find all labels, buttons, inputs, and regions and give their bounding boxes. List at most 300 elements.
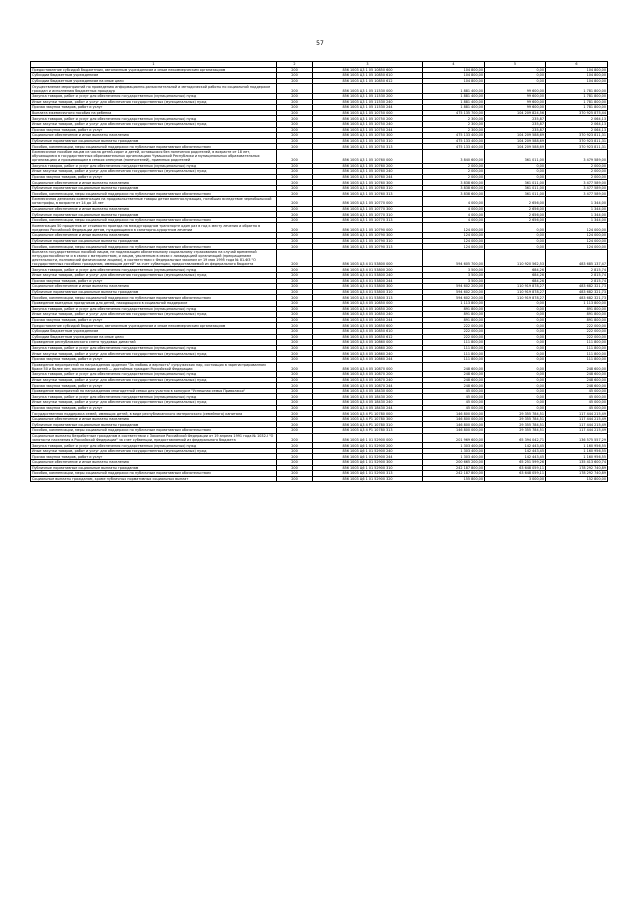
row-unexecuted-amount-cell: 124 000,00 bbox=[546, 233, 608, 239]
row-name-cell: Субсидии бюджетным учреждениям на иные цели bbox=[31, 78, 277, 84]
row-unexecuted-amount-cell: 1 160 956,55 bbox=[546, 454, 608, 460]
row-unexecuted-amount-cell: 483 682 321,73 bbox=[546, 295, 608, 301]
row-executed-amount-cell: 0,00 bbox=[485, 306, 546, 312]
row-admin-code-cell: 200 bbox=[277, 377, 313, 383]
row-executed-amount-cell: 142 443,45 bbox=[485, 443, 546, 449]
row-admin-code-cell: 200 bbox=[277, 206, 313, 212]
row-unexecuted-amount-cell: 104 800,00 bbox=[546, 78, 608, 84]
row-budget-code-cell: 856 1003 Ц3 1 05 10770 313 bbox=[313, 217, 423, 223]
row-admin-code-cell: 200 bbox=[277, 345, 313, 351]
row-executed-amount-cell: 0,00 bbox=[485, 394, 546, 400]
row-unexecuted-amount-cell: 2 815,74 bbox=[546, 273, 608, 279]
row-name-cell: Ежемесячное пособие лицам из числа детей-сирот и детей, оставшихся без попечения родителей, в возрасте от 18 лет, обучающимся в государственных образовательных организациях Чувашской Республики и муниципальных образовательных организациях и проживающим в семьях опекунов (попечителей), приемных родителей bbox=[31, 149, 277, 163]
row-approved-amount-cell: 3 840 600,00 bbox=[423, 149, 485, 163]
row-unexecuted-amount-cell: 45 000,00 bbox=[546, 400, 608, 406]
row-unexecuted-amount-cell: 111 800,00 bbox=[546, 340, 608, 346]
row-approved-amount-cell: 222 000,00 bbox=[423, 328, 485, 334]
row-budget-code-cell: 856 1003 Ц6 1 01 52900 300 bbox=[313, 460, 423, 466]
row-name-cell: Социальное обеспечение и иные выплаты населению bbox=[31, 180, 277, 186]
row-name-cell: Закупка товаров, работ и услуг для обеспечения государственных (муниципальных) нужд bbox=[31, 345, 277, 351]
row-unexecuted-amount-cell: 1 344,00 bbox=[546, 206, 608, 212]
row-approved-amount-cell: 111 800,00 bbox=[423, 340, 485, 346]
row-executed-amount-cell: 104 209 824,56 bbox=[485, 110, 546, 116]
row-name-cell: Выплата ежемесячного пособия на ребенка bbox=[31, 110, 277, 116]
column-number: 2 bbox=[277, 62, 313, 68]
row-executed-amount-cell: 0,00 bbox=[485, 169, 546, 175]
row-executed-amount-cell: 2 656,00 bbox=[485, 197, 546, 207]
row-approved-amount-cell: 1 881 400,00 bbox=[423, 105, 485, 111]
row-budget-code-cell: 856 1003 Ц3 4 05 18430 000 bbox=[313, 388, 423, 394]
table-row bbox=[31, 223, 608, 233]
row-budget-code-cell: 856 1003 Ц3 4 05 10860 240 bbox=[313, 351, 423, 357]
row-budget-code-cell: 856 1003 Ц3 1 05 10750 244 bbox=[313, 127, 423, 133]
row-executed-amount-cell: 110 920 562,53 bbox=[485, 249, 546, 267]
row-approved-amount-cell: 4 000,00 bbox=[423, 197, 485, 207]
row-approved-amount-cell: 4 000,00 bbox=[423, 206, 485, 212]
row-admin-code-cell: 200 bbox=[277, 394, 313, 400]
row-admin-code-cell: 200 bbox=[277, 416, 313, 422]
row-name-cell: Прочая закупка товаров, работ и услуг bbox=[31, 454, 277, 460]
row-budget-code-cell: 856 1003 Ц3 1 05 10760 300 bbox=[313, 180, 423, 186]
row-executed-amount-cell: 2 656,00 bbox=[485, 206, 546, 212]
row-approved-amount-cell: 2 300,00 bbox=[423, 121, 485, 127]
row-budget-code-cell: 856 1003 Ц6 1 01 52900 310 bbox=[313, 465, 423, 471]
row-approved-amount-cell: 2 000,00 bbox=[423, 169, 485, 175]
row-name-cell: Социальное обеспечение и иные выплаты населению bbox=[31, 233, 277, 239]
row-name-cell: Закупка товаров, работ и услуг для обеспечения государственных (муниципальных) нужд bbox=[31, 267, 277, 273]
row-admin-code-cell: 200 bbox=[277, 185, 313, 191]
row-name-cell: Иные закупки товаров, работ и услуг для обеспечения государственных (муниципальных) нужд bbox=[31, 99, 277, 105]
row-unexecuted-amount-cell: 3 479 589,00 bbox=[546, 149, 608, 163]
row-budget-code-cell: 856 1003 Ц3 4 05 10850 600 bbox=[313, 323, 423, 329]
row-approved-amount-cell: 3 500,00 bbox=[423, 273, 485, 279]
row-approved-amount-cell: 594 602 200,00 bbox=[423, 284, 485, 290]
row-unexecuted-amount-cell: 124 000,00 bbox=[546, 238, 608, 244]
row-budget-code-cell: 856 1003 Ц3 4 P1 10780 310 bbox=[313, 422, 423, 428]
row-unexecuted-amount-cell: 891 800,00 bbox=[546, 317, 608, 323]
row-name-cell: Закупка товаров, работ и услуг для обеспечения государственных (муниципальных) нужд bbox=[31, 372, 277, 378]
row-admin-code-cell: 200 bbox=[277, 351, 313, 357]
row-unexecuted-amount-cell: 1 113 800,00 bbox=[546, 300, 608, 306]
row-name-cell: Закупка товаров, работ и услуг для обеспечения государственных (муниципальных) нужд bbox=[31, 116, 277, 122]
table-body bbox=[31, 67, 608, 482]
row-admin-code-cell: 200 bbox=[277, 405, 313, 411]
row-name-cell: Публичные нормативные социальные выплаты гражданам bbox=[31, 212, 277, 218]
row-executed-amount-cell: 99 600,00 bbox=[485, 93, 546, 99]
row-executed-amount-cell: 142 443,45 bbox=[485, 448, 546, 454]
row-budget-code-cell: 856 1003 Ц3 4 05 18430 200 bbox=[313, 394, 423, 400]
row-approved-amount-cell: 248 600,00 bbox=[423, 377, 485, 383]
row-approved-amount-cell: 155 800,00 bbox=[423, 476, 485, 482]
row-admin-code-cell: 200 bbox=[277, 476, 313, 482]
row-name-cell: Иные закупки товаров, работ и услуг для обеспечения государственных (муниципальных) нужд bbox=[31, 448, 277, 454]
row-approved-amount-cell: 201 969 600,00 bbox=[423, 433, 485, 443]
row-budget-code-cell: 856 1003 Ц3 1 05 10770 300 bbox=[313, 206, 423, 212]
row-unexecuted-amount-cell: 2 000,00 bbox=[546, 174, 608, 180]
row-name-cell: Пособия, компенсации, меры социальной поддержки по публичным нормативным обязательствам bbox=[31, 244, 277, 250]
row-budget-code-cell: 856 1003 Ц3 1 05 10750 310 bbox=[313, 138, 423, 144]
row-approved-amount-cell: 1 881 400,00 bbox=[423, 99, 485, 105]
row-admin-code-cell: 200 bbox=[277, 197, 313, 207]
row-executed-amount-cell: 235,87 bbox=[485, 127, 546, 133]
row-executed-amount-cell: 0,00 bbox=[485, 163, 546, 169]
row-admin-code-cell: 200 bbox=[277, 428, 313, 434]
row-unexecuted-amount-cell: 136 575 557,29 bbox=[546, 433, 608, 443]
row-executed-amount-cell: 0,00 bbox=[485, 356, 546, 362]
row-unexecuted-amount-cell: 891 800,00 bbox=[546, 306, 608, 312]
row-executed-amount-cell: 142 443,45 bbox=[485, 454, 546, 460]
row-admin-code-cell: 200 bbox=[277, 372, 313, 378]
row-admin-code-cell: 200 bbox=[277, 233, 313, 239]
row-name-cell: Публичные нормативные социальные выплаты гражданам bbox=[31, 238, 277, 244]
row-name-cell: Пособия, компенсации, меры социальной поддержки по публичным нормативным обязательствам bbox=[31, 295, 277, 301]
row-budget-code-cell: 856 1003 Ц3 1 05 10850 610 bbox=[313, 73, 423, 79]
row-budget-code-cell: 856 1003 Ц3 4 05 18430 244 bbox=[313, 405, 423, 411]
row-admin-code-cell: 200 bbox=[277, 278, 313, 284]
row-name-cell: Прочая закупка товаров, работ и услуг bbox=[31, 383, 277, 389]
column-number: 5 bbox=[485, 62, 546, 68]
row-budget-code-cell: 856 1003 Ц3 1 05 10790 300 bbox=[313, 233, 423, 239]
row-name-cell: Ежемесячная денежная компенсация на продовольственные товары детям военнослужащих, погибших вследствие чернобыльской катастрофы, в возрасте от 14 до 18 лет bbox=[31, 197, 277, 207]
row-name-cell: Закупка товаров, работ и услуг для обеспечения государственных (муниципальных) нужд bbox=[31, 394, 277, 400]
row-executed-amount-cell: 0,00 bbox=[485, 334, 546, 340]
row-approved-amount-cell: 475 133 400,00 bbox=[423, 138, 485, 144]
row-approved-amount-cell: 475 133 400,00 bbox=[423, 133, 485, 139]
row-unexecuted-amount-cell: 248 600,00 bbox=[546, 362, 608, 372]
row-approved-amount-cell: 2 300,00 bbox=[423, 127, 485, 133]
row-executed-amount-cell: 0,00 bbox=[485, 388, 546, 394]
row-name-cell: Закупка товаров, работ и услуг для обеспечения государственных (муниципальных) нужд bbox=[31, 443, 277, 449]
row-executed-amount-cell: 104 209 588,69 bbox=[485, 138, 546, 144]
row-name-cell: Проведение республиканского слета трудовых династий bbox=[31, 340, 277, 346]
row-admin-code-cell: 200 bbox=[277, 121, 313, 127]
row-executed-amount-cell: 0,00 bbox=[485, 223, 546, 233]
row-budget-code-cell: 856 1003 Ц3 1 05 10790 000 bbox=[313, 223, 423, 233]
row-name-cell: Социальные выплаты гражданам, кроме публичных нормативных социальных выплат bbox=[31, 476, 277, 482]
row-admin-code-cell: 200 bbox=[277, 127, 313, 133]
row-budget-code-cell: 856 1003 Ц3 1 05 10750 300 bbox=[313, 133, 423, 139]
row-name-cell: Пособия, компенсации, меры социальной поддержки по публичным нормативным обязательствам bbox=[31, 471, 277, 477]
row-unexecuted-amount-cell: 2 064,13 bbox=[546, 121, 608, 127]
row-executed-amount-cell: 684,26 bbox=[485, 273, 546, 279]
row-unexecuted-amount-cell: 483 685 137,47 bbox=[546, 249, 608, 267]
row-admin-code-cell: 200 bbox=[277, 149, 313, 163]
row-name-cell: Иные закупки товаров, работ и услуг для обеспечения государственных (муниципальных) нужд bbox=[31, 169, 277, 175]
row-executed-amount-cell: 63 648 059,11 bbox=[485, 471, 546, 477]
row-executed-amount-cell: 361 011,00 bbox=[485, 180, 546, 186]
row-approved-amount-cell: 146 800 000,00 bbox=[423, 422, 485, 428]
row-executed-amount-cell: 684,26 bbox=[485, 267, 546, 273]
table-row bbox=[31, 476, 608, 482]
row-admin-code-cell: 200 bbox=[277, 174, 313, 180]
row-approved-amount-cell: 3 500,00 bbox=[423, 267, 485, 273]
row-unexecuted-amount-cell: 117 444 215,49 bbox=[546, 428, 608, 434]
row-executed-amount-cell: 0,00 bbox=[485, 400, 546, 406]
row-admin-code-cell: 200 bbox=[277, 144, 313, 150]
row-budget-code-cell: 856 1003 Ц3 4 05 10850 000 bbox=[313, 300, 423, 306]
row-budget-code-cell: 856 1003 Ц6 1 01 52900 313 bbox=[313, 471, 423, 477]
row-executed-amount-cell: 29 355 784,51 bbox=[485, 416, 546, 422]
row-executed-amount-cell: 0,00 bbox=[485, 78, 546, 84]
row-approved-amount-cell: 475 135 700,00 bbox=[423, 110, 485, 116]
table-row bbox=[31, 362, 608, 372]
row-budget-code-cell: 856 1003 Ц3 1 05 10760 000 bbox=[313, 149, 423, 163]
row-executed-amount-cell: 3 000,00 bbox=[485, 476, 546, 482]
row-admin-code-cell: 200 bbox=[277, 138, 313, 144]
row-budget-code-cell: 856 1003 Ц3 4 01 53800 244 bbox=[313, 278, 423, 284]
row-name-cell: Публичные нормативные социальные выплаты гражданам bbox=[31, 422, 277, 428]
row-unexecuted-amount-cell: 178 292 740,89 bbox=[546, 465, 608, 471]
row-budget-code-cell: 856 1003 Ц3 4 05 10870 200 bbox=[313, 372, 423, 378]
row-unexecuted-amount-cell: 2 815,74 bbox=[546, 267, 608, 273]
row-approved-amount-cell: 104 800,00 bbox=[423, 73, 485, 79]
budget-execution-table bbox=[30, 61, 608, 482]
row-executed-amount-cell: 0,00 bbox=[485, 383, 546, 389]
row-admin-code-cell: 200 bbox=[277, 284, 313, 290]
row-admin-code-cell: 200 bbox=[277, 383, 313, 389]
row-unexecuted-amount-cell: 483 682 321,73 bbox=[546, 289, 608, 295]
row-admin-code-cell: 200 bbox=[277, 180, 313, 186]
row-admin-code-cell: 200 bbox=[277, 362, 313, 372]
row-approved-amount-cell: 242 187 800,00 bbox=[423, 465, 485, 471]
row-unexecuted-amount-cell: 117 444 215,49 bbox=[546, 422, 608, 428]
row-name-cell: Социальное обеспечение и иные выплаты населению bbox=[31, 284, 277, 290]
row-approved-amount-cell: 111 800,00 bbox=[423, 351, 485, 357]
row-budget-code-cell: 856 1003 Ц3 1 05 10750 200 bbox=[313, 116, 423, 122]
row-name-cell: Прочая закупка товаров, работ и услуг bbox=[31, 356, 277, 362]
row-executed-amount-cell: 0,00 bbox=[485, 345, 546, 351]
table-row bbox=[31, 149, 608, 163]
row-admin-code-cell: 200 bbox=[277, 99, 313, 105]
row-executed-amount-cell: 361 011,00 bbox=[485, 149, 546, 163]
row-budget-code-cell: 856 1003 Ц3 1 05 10760 240 bbox=[313, 169, 423, 175]
row-admin-code-cell: 200 bbox=[277, 217, 313, 223]
row-admin-code-cell: 200 bbox=[277, 244, 313, 250]
row-admin-code-cell: 200 bbox=[277, 323, 313, 329]
row-unexecuted-amount-cell: 117 444 215,49 bbox=[546, 411, 608, 417]
row-budget-code-cell: 856 1003 Ц3 4 05 10850 200 bbox=[313, 306, 423, 312]
row-executed-amount-cell: 0,00 bbox=[485, 244, 546, 250]
row-unexecuted-amount-cell: 2 000,00 bbox=[546, 169, 608, 175]
row-approved-amount-cell: 2 300,00 bbox=[423, 116, 485, 122]
row-admin-code-cell: 200 bbox=[277, 73, 313, 79]
row-name-cell: Прочая закупка товаров, работ и услуг bbox=[31, 317, 277, 323]
row-name-cell: Иные закупки товаров, работ и услуг для обеспечения государственных (муниципальных) нужд bbox=[31, 377, 277, 383]
row-unexecuted-amount-cell: 1 344,00 bbox=[546, 197, 608, 207]
row-budget-code-cell: 856 1003 Ц3 4 P1 10780 300 bbox=[313, 416, 423, 422]
row-name-cell: Закупка товаров, работ и услуг для обеспечения государственных (муниципальных) нужд bbox=[31, 93, 277, 99]
row-approved-amount-cell: 1 303 400,00 bbox=[423, 454, 485, 460]
row-unexecuted-amount-cell: 2 064,13 bbox=[546, 127, 608, 133]
row-executed-amount-cell: 0,00 bbox=[485, 405, 546, 411]
row-approved-amount-cell: 1 303 400,00 bbox=[423, 443, 485, 449]
row-admin-code-cell: 200 bbox=[277, 465, 313, 471]
row-approved-amount-cell: 146 800 000,00 bbox=[423, 428, 485, 434]
row-name-cell: Иные закупки товаров, работ и услуг для обеспечения государственных (муниципальных) нужд bbox=[31, 312, 277, 318]
row-approved-amount-cell: 891 800,00 bbox=[423, 312, 485, 318]
row-admin-code-cell: 200 bbox=[277, 312, 313, 318]
row-admin-code-cell: 200 bbox=[277, 78, 313, 84]
row-name-cell: Социальное обеспечение и иные выплаты населению bbox=[31, 460, 277, 466]
row-unexecuted-amount-cell: 3 477 589,00 bbox=[546, 185, 608, 191]
row-approved-amount-cell: 4 000,00 bbox=[423, 217, 485, 223]
row-admin-code-cell: 200 bbox=[277, 163, 313, 169]
row-executed-amount-cell: 99 600,00 bbox=[485, 84, 546, 94]
row-admin-code-cell: 200 bbox=[277, 454, 313, 460]
row-unexecuted-amount-cell: 222 000,00 bbox=[546, 328, 608, 334]
row-unexecuted-amount-cell: 111 800,00 bbox=[546, 356, 608, 362]
row-unexecuted-amount-cell: 370 923 811,31 bbox=[546, 133, 608, 139]
row-executed-amount-cell: 0,00 bbox=[485, 340, 546, 346]
row-admin-code-cell: 200 bbox=[277, 306, 313, 312]
row-admin-code-cell: 200 bbox=[277, 133, 313, 139]
row-budget-code-cell: 856 1003 Ц6 1 01 52900 244 bbox=[313, 454, 423, 460]
row-executed-amount-cell: 0,00 bbox=[485, 67, 546, 73]
row-approved-amount-cell: 248 600,00 bbox=[423, 362, 485, 372]
row-unexecuted-amount-cell: 3 477 589,00 bbox=[546, 180, 608, 186]
row-unexecuted-amount-cell: 3 477 589,00 bbox=[546, 191, 608, 197]
row-admin-code-cell: 200 bbox=[277, 110, 313, 116]
row-executed-amount-cell: 0,00 bbox=[485, 233, 546, 239]
row-admin-code-cell: 200 bbox=[277, 443, 313, 449]
row-approved-amount-cell: 124 000,00 bbox=[423, 223, 485, 233]
row-unexecuted-amount-cell: 111 800,00 bbox=[546, 351, 608, 357]
row-budget-code-cell: 856 1003 Ц3 4 01 53800 300 bbox=[313, 284, 423, 290]
row-budget-code-cell: 856 1003 Ц3 1 05 10760 244 bbox=[313, 174, 423, 180]
table-row bbox=[31, 84, 608, 94]
row-budget-code-cell: 856 1003 Ц3 4 05 10870 240 bbox=[313, 377, 423, 383]
row-executed-amount-cell: 0,00 bbox=[485, 377, 546, 383]
row-executed-amount-cell: 2 656,00 bbox=[485, 217, 546, 223]
row-executed-amount-cell: 0,00 bbox=[485, 174, 546, 180]
row-admin-code-cell: 200 bbox=[277, 169, 313, 175]
row-executed-amount-cell: 110 919 878,27 bbox=[485, 289, 546, 295]
row-admin-code-cell: 200 bbox=[277, 116, 313, 122]
row-approved-amount-cell: 146 800 000,00 bbox=[423, 411, 485, 417]
row-unexecuted-amount-cell: 370 925 875,44 bbox=[546, 110, 608, 116]
row-name-cell: Публичные нормативные социальные выплаты гражданам bbox=[31, 185, 277, 191]
row-budget-code-cell: 856 1003 Ц3 4 01 53800 313 bbox=[313, 295, 423, 301]
row-approved-amount-cell: 4 000,00 bbox=[423, 212, 485, 218]
row-name-cell: Осуществление мероприятий по проведению информационно-разъяснительной и методической работы по социальной поддержке граждан и исполнению бюджетных процедур bbox=[31, 84, 277, 94]
row-name-cell: Социальные выплаты безработным гражданам в соответствии с Законом Российской Федерации от 19 апреля 1991 года № 1032-I "О занятости населения в Российской Федерации" за счет субвенции, предоставляемой из федерального бюджета bbox=[31, 433, 277, 443]
row-unexecuted-amount-cell: 104 800,00 bbox=[546, 67, 608, 73]
row-budget-code-cell: 856 1003 Ц3 4 05 10850 610 bbox=[313, 328, 423, 334]
row-executed-amount-cell: 235,87 bbox=[485, 121, 546, 127]
row-unexecuted-amount-cell: 124 000,00 bbox=[546, 244, 608, 250]
row-executed-amount-cell: 99 600,00 bbox=[485, 99, 546, 105]
row-admin-code-cell: 200 bbox=[277, 411, 313, 417]
row-admin-code-cell: 200 bbox=[277, 249, 313, 267]
row-approved-amount-cell: 45 000,00 bbox=[423, 405, 485, 411]
row-admin-code-cell: 200 bbox=[277, 460, 313, 466]
row-admin-code-cell: 200 bbox=[277, 300, 313, 306]
table-row bbox=[31, 249, 608, 267]
row-unexecuted-amount-cell: 1 781 800,00 bbox=[546, 93, 608, 99]
row-admin-code-cell: 200 bbox=[277, 295, 313, 301]
row-admin-code-cell: 200 bbox=[277, 238, 313, 244]
row-unexecuted-amount-cell: 152 800,00 bbox=[546, 476, 608, 482]
row-unexecuted-amount-cell: 1 344,00 bbox=[546, 217, 608, 223]
row-executed-amount-cell: 29 355 784,51 bbox=[485, 422, 546, 428]
row-name-cell: Прочая закупка товаров, работ и услуг bbox=[31, 405, 277, 411]
row-admin-code-cell: 200 bbox=[277, 93, 313, 99]
row-approved-amount-cell: 45 000,00 bbox=[423, 394, 485, 400]
row-admin-code-cell: 200 bbox=[277, 422, 313, 428]
row-budget-code-cell: 856 1003 Ц3 4 05 10860 244 bbox=[313, 356, 423, 362]
row-executed-amount-cell: 29 355 784,51 bbox=[485, 428, 546, 434]
row-executed-amount-cell: 104 209 588,69 bbox=[485, 144, 546, 150]
row-admin-code-cell: 200 bbox=[277, 433, 313, 443]
row-approved-amount-cell: 248 600,00 bbox=[423, 383, 485, 389]
row-approved-amount-cell: 222 000,00 bbox=[423, 334, 485, 340]
row-name-cell: Иные закупки товаров, работ и услуг для обеспечения государственных (муниципальных) нужд bbox=[31, 400, 277, 406]
row-executed-amount-cell: 0,00 bbox=[485, 362, 546, 372]
row-admin-code-cell: 200 bbox=[277, 334, 313, 340]
row-admin-code-cell: 200 bbox=[277, 400, 313, 406]
row-approved-amount-cell: 3 838 600,00 bbox=[423, 185, 485, 191]
row-admin-code-cell: 200 bbox=[277, 273, 313, 279]
row-executed-amount-cell: 2 656,00 bbox=[485, 212, 546, 218]
row-unexecuted-amount-cell: 1 344,00 bbox=[546, 212, 608, 218]
row-unexecuted-amount-cell: 111 800,00 bbox=[546, 345, 608, 351]
row-unexecuted-amount-cell: 248 600,00 bbox=[546, 383, 608, 389]
row-executed-amount-cell: 361 011,00 bbox=[485, 185, 546, 191]
row-executed-amount-cell: 29 355 784,51 bbox=[485, 411, 546, 417]
row-unexecuted-amount-cell: 248 600,00 bbox=[546, 377, 608, 383]
row-budget-code-cell: 856 1003 Ц3 1 05 10770 000 bbox=[313, 197, 423, 207]
row-budget-code-cell: 856 1003 Ц3 1 05 10750 000 bbox=[313, 110, 423, 116]
row-name-cell: Закупка товаров, работ и услуг для обеспечения государственных (муниципальных) нужд bbox=[31, 163, 277, 169]
row-unexecuted-amount-cell: 222 000,00 bbox=[546, 334, 608, 340]
row-unexecuted-amount-cell: 891 800,00 bbox=[546, 312, 608, 318]
row-name-cell: Публичные нормативные социальные выплаты гражданам bbox=[31, 289, 277, 295]
row-executed-amount-cell: 0,00 bbox=[485, 312, 546, 318]
row-executed-amount-cell: 0,00 bbox=[485, 300, 546, 306]
row-approved-amount-cell: 594 605 700,00 bbox=[423, 249, 485, 267]
row-executed-amount-cell: 104 209 588,69 bbox=[485, 133, 546, 139]
row-admin-code-cell: 200 bbox=[277, 448, 313, 454]
row-budget-code-cell: 856 1003 Ц3 4 P1 10780 313 bbox=[313, 428, 423, 434]
row-name-cell: Прочая закупка товаров, работ и услуг bbox=[31, 174, 277, 180]
row-name-cell: Государственная поддержка семей, имеющих детей, в виде республиканского материнского (семейного) капитала bbox=[31, 411, 277, 417]
row-budget-code-cell: 856 1003 Ц3 4 05 18430 240 bbox=[313, 400, 423, 406]
row-unexecuted-amount-cell: 222 000,00 bbox=[546, 323, 608, 329]
row-unexecuted-amount-cell: 45 000,00 bbox=[546, 405, 608, 411]
row-budget-code-cell: 856 1003 Ц3 1 05 10770 310 bbox=[313, 212, 423, 218]
row-approved-amount-cell: 222 000,00 bbox=[423, 323, 485, 329]
row-budget-code-cell: 856 1003 Ц3 1 05 10790 313 bbox=[313, 244, 423, 250]
row-unexecuted-amount-cell: 178 292 740,89 bbox=[546, 471, 608, 477]
row-name-cell: Предоставление субсидий бюджетным, автономным учреждениям и иным некоммерческим организациям bbox=[31, 323, 277, 329]
row-admin-code-cell: 200 bbox=[277, 267, 313, 273]
row-name-cell: Прочая закупка товаров, работ и услуг bbox=[31, 127, 277, 133]
row-executed-amount-cell: 0,00 bbox=[485, 372, 546, 378]
row-approved-amount-cell: 124 000,00 bbox=[423, 238, 485, 244]
row-approved-amount-cell: 2 000,00 bbox=[423, 174, 485, 180]
table-row bbox=[31, 433, 608, 443]
row-budget-code-cell: 856 1003 Ц3 4 05 10870 244 bbox=[313, 383, 423, 389]
row-budget-code-cell: 856 1003 Ц3 4 01 53800 200 bbox=[313, 267, 423, 273]
row-executed-amount-cell: 110 919 878,27 bbox=[485, 295, 546, 301]
row-budget-code-cell: 856 1003 Ц6 1 01 52900 240 bbox=[313, 448, 423, 454]
row-approved-amount-cell: 242 187 800,00 bbox=[423, 471, 485, 477]
row-approved-amount-cell: 1 303 400,00 bbox=[423, 448, 485, 454]
row-name-cell: Прочая закупка товаров, работ и услуг bbox=[31, 105, 277, 111]
row-name-cell: Пособия, компенсации, меры социальной поддержки по публичным нормативным обязательствам bbox=[31, 428, 277, 434]
row-name-cell: Иные закупки товаров, работ и услуг для обеспечения государственных (муниципальных) нужд bbox=[31, 351, 277, 357]
table-row bbox=[31, 197, 608, 207]
